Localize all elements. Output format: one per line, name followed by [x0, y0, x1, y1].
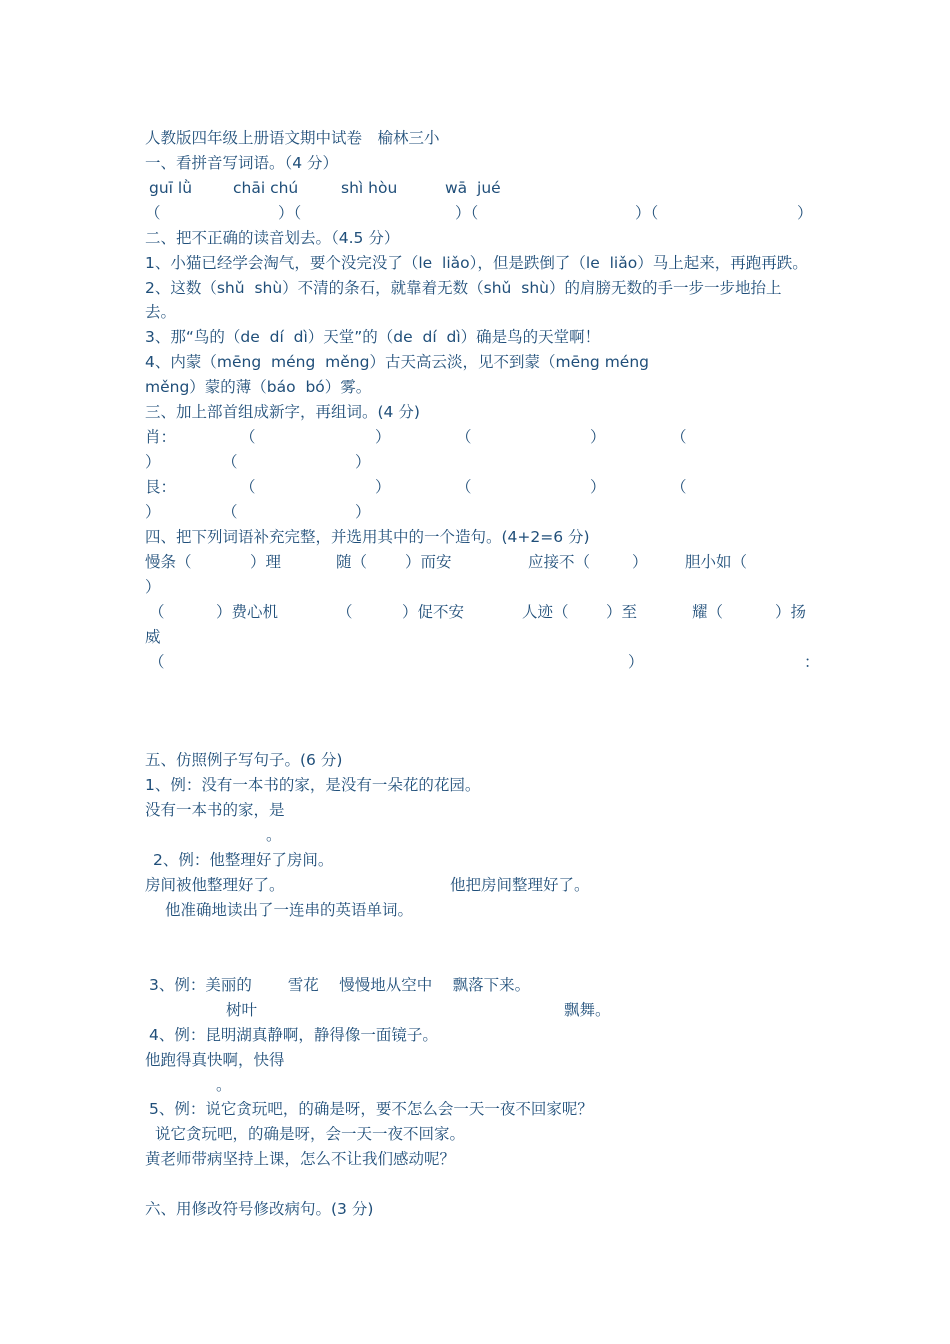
blank-close: ）	[355, 503, 371, 521]
blank-close: ）	[590, 428, 606, 446]
sentence-blank-close: ）	[628, 653, 644, 671]
idiom-part: 慢条（	[145, 553, 192, 571]
example-sentence: 房间被他整理好了。	[145, 876, 285, 894]
idiom-part: ）	[632, 553, 648, 571]
blank-open: （	[456, 428, 472, 446]
exam-title: 人教版四年级上册语文期中试卷 榆林三小	[145, 129, 440, 147]
radical-label-gen: 艮：	[145, 478, 177, 496]
idiom-part: 威	[145, 628, 161, 646]
idiom-part: ）至	[606, 603, 638, 621]
blank-close: ）	[355, 453, 371, 471]
idiom-part: ）促不安	[402, 603, 465, 621]
idiom-part: 胆小如（	[685, 553, 748, 571]
idiom-part: ）而安	[405, 553, 452, 571]
idiom-part: 耀（	[692, 603, 724, 621]
question-line: 1、小猫已经学会淘气，要个没完没了（le liǎo），但是跌倒了（le liǎo）马上起来，再跑再跌。	[145, 254, 808, 272]
section1-heading: 一、看拼音写词语。（4 分）	[145, 154, 339, 172]
exercise-end-mark: 。	[266, 826, 282, 844]
idiom-part: ）扬	[775, 603, 807, 621]
idiom-part: ）	[145, 578, 161, 596]
question-line: měng）蒙的薄（báo bó）雾。	[145, 378, 372, 396]
exercise-prompt: 飘舞。	[564, 1001, 611, 1019]
idiom-part: （	[149, 603, 165, 621]
blank-close: ）	[375, 428, 391, 446]
blank-close: ）	[145, 453, 161, 471]
idiom-part: （	[337, 603, 353, 621]
idiom-part: ）费心机	[216, 603, 279, 621]
sentence-colon: ：	[804, 653, 820, 671]
exercise-prompt: 他准确地读出了一连串的英语单词。	[165, 901, 414, 919]
example-sentence: 说它贪玩吧，的确是呀，会一天一夜不回家。	[155, 1125, 466, 1143]
pinyin-1: guī lǜ	[149, 179, 193, 197]
blank-open: （	[671, 478, 687, 496]
example-sentence: 他把房间整理好了。	[450, 876, 590, 894]
blank-open: （	[240, 428, 256, 446]
example-sentence: 3、例：美丽的 雪花 慢慢地从空中 飘落下来。	[149, 976, 531, 994]
example-sentence: 1、例：没有一本书的家，是没有一朵花的花园。	[145, 776, 481, 794]
blank-open: （	[240, 478, 256, 496]
idiom-part: 人迹（	[522, 603, 569, 621]
exercise-prompt: 没有一本书的家，是	[145, 801, 285, 819]
question-line: 3、那“鸟的（de dí dì）天堂”的（de dí dì）确是鸟的天堂啊！	[145, 328, 601, 346]
idiom-part: 随（	[336, 553, 368, 571]
idiom-part: ）理	[250, 553, 282, 571]
pinyin-3: shì hòu	[341, 179, 398, 197]
blank-open: （	[222, 503, 238, 521]
exercise-prompt: 黄老师带病坚持上课，怎么不让我们感动呢？	[145, 1150, 456, 1168]
section2-heading: 二、把不正确的读音划去。（4.5 分）	[145, 229, 400, 247]
pinyin-2: chāi chú	[233, 179, 299, 197]
section4-heading: 四、把下列词语补充完整，并选用其中的一个造句。(4+2=6 分)	[145, 528, 590, 546]
question-line: 2、这数（shǔ shù）不清的条石，就靠着无数（shǔ shù）的肩膀无数的手一步一步地抬上	[145, 279, 782, 297]
example-sentence: 4、例：昆明湖真静啊，静得像一面镜子。	[149, 1026, 438, 1044]
answer-blank-sep: ）（	[455, 204, 479, 222]
sentence-blank-open: （	[149, 653, 165, 671]
exercise-prompt: 他跑得真快啊，快得	[145, 1051, 285, 1069]
section6-heading: 六、用修改符号修改病句。(3 分)	[145, 1200, 374, 1218]
pinyin-4: wā jué	[445, 179, 501, 197]
blank-close: ）	[145, 503, 161, 521]
question-line: 去。	[145, 303, 177, 321]
blank-close: ）	[590, 478, 606, 496]
blank-open: （	[671, 428, 687, 446]
section3-heading: 三、加上部首组成新字，再组词。(4 分)	[145, 403, 420, 421]
example-sentence: 2、例：他整理好了房间。	[153, 851, 334, 869]
section5-heading: 五、仿照例子写句子。(6 分)	[145, 751, 343, 769]
answer-blank-sep: ）（	[635, 204, 659, 222]
blank-open: （	[456, 478, 472, 496]
question-line: 4、内蒙（mēng méng měng）古天高云淡，见不到蒙（mēng méng	[145, 353, 649, 371]
example-sentence: 5、例：说它贪玩吧，的确是呀，要不怎么会一天一夜不回家呢？	[149, 1100, 593, 1118]
answer-blank-close: ）	[797, 204, 813, 222]
answer-blank-open: （	[145, 204, 161, 222]
blank-close: ）	[375, 478, 391, 496]
exercise-end-mark: 。	[216, 1076, 232, 1094]
radical-label-xiao: 肖：	[145, 428, 177, 446]
idiom-part: 应接不（	[528, 553, 591, 571]
exercise-prompt: 树叶	[226, 1001, 258, 1019]
blank-open: （	[222, 453, 238, 471]
answer-blank-sep: ）（	[278, 204, 302, 222]
